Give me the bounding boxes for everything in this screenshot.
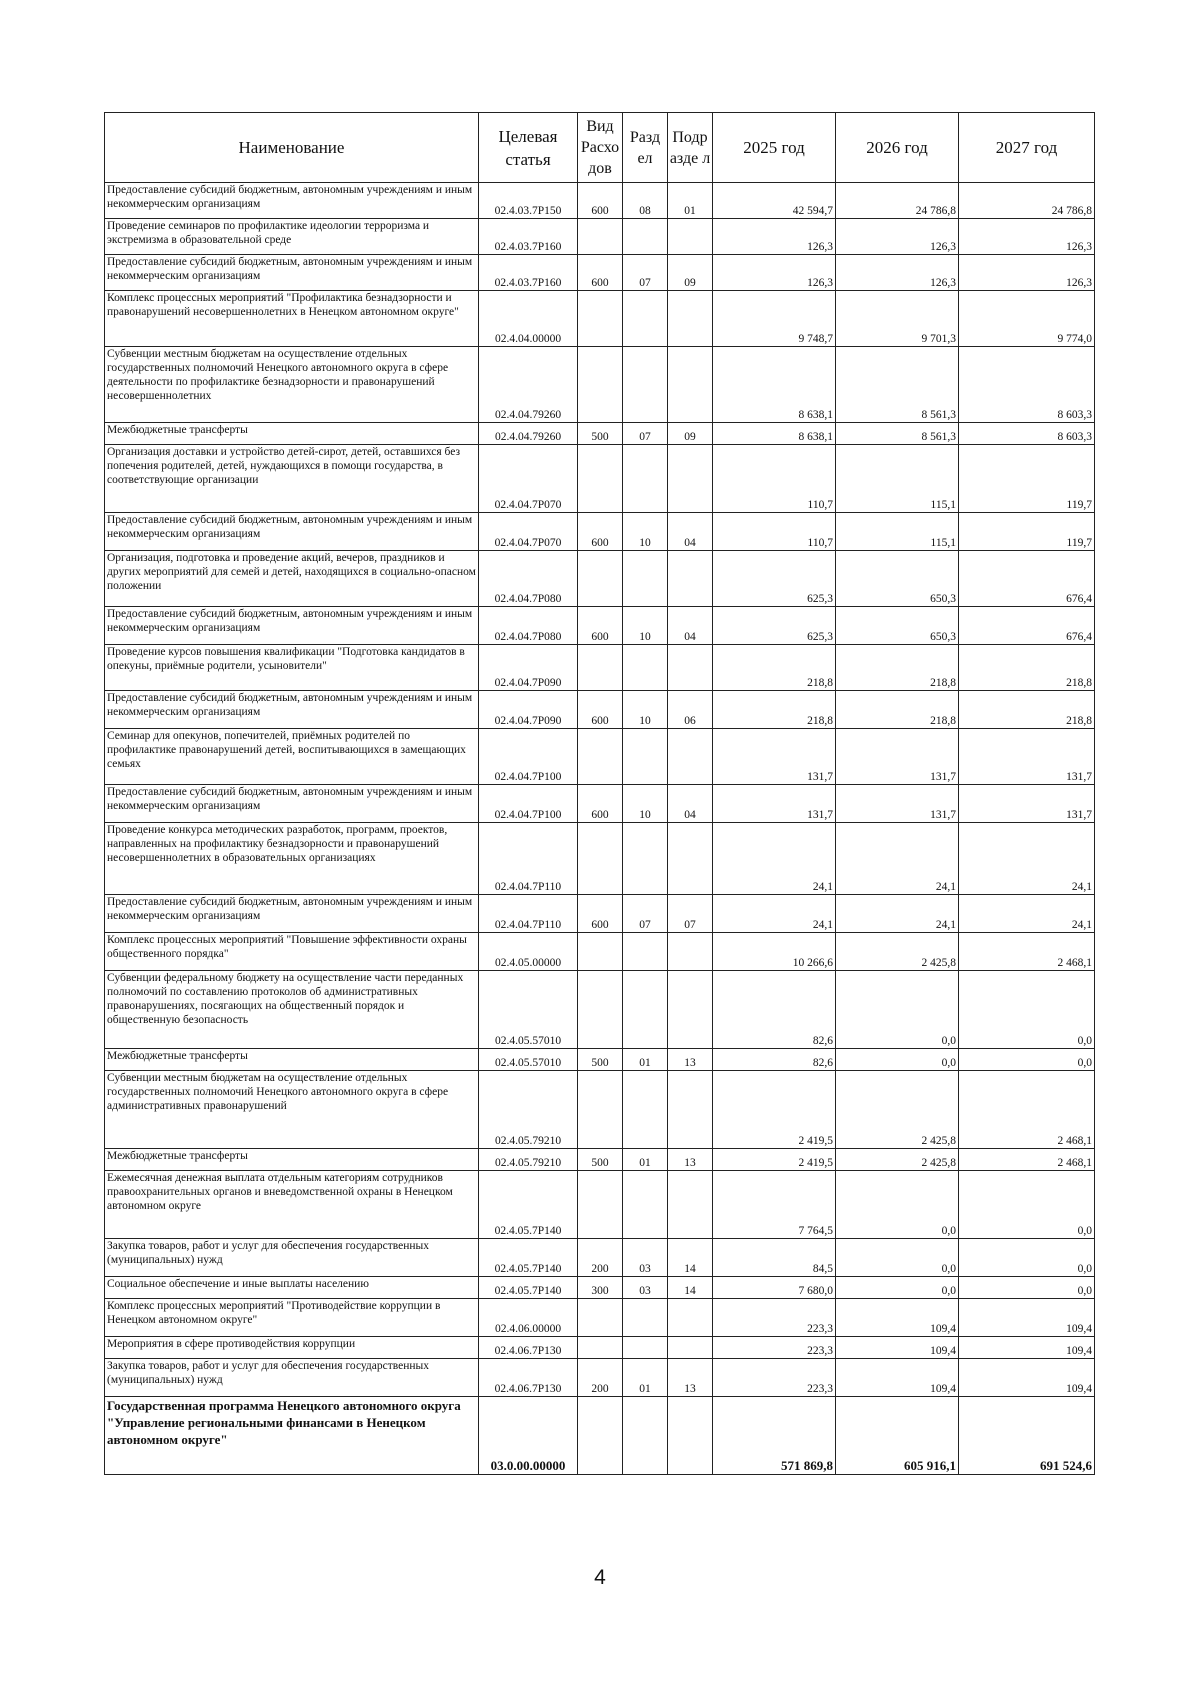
- cell-subsection: [668, 219, 713, 255]
- cell-amount-2025: 131,7: [713, 729, 836, 785]
- cell-amount-2027: 131,7: [959, 785, 1095, 823]
- cell-subsection: [668, 1299, 713, 1337]
- cell-name: Проведение курсов повышения квалификации "Подготовка кандидатов в опекуны, приёмные родители, усыновители": [105, 645, 479, 691]
- cell-amount-2026: 126,3: [836, 219, 959, 255]
- cell-section: [623, 445, 668, 513]
- table-row: [105, 219, 1095, 255]
- table-row: [105, 729, 1095, 785]
- header-year-2027: 2027 год: [959, 113, 1095, 183]
- cell-amount-2025: 625,3: [713, 551, 836, 607]
- cell-expense-kind: [578, 291, 623, 347]
- cell-expense-kind: [578, 1299, 623, 1337]
- cell-amount-2027: 8 603,3: [959, 347, 1095, 423]
- cell-name: Мероприятия в сфере противодействия коррупции: [105, 1337, 479, 1359]
- table-row: [105, 1149, 1095, 1171]
- cell-amount-2025: 42 594,7: [713, 183, 836, 219]
- cell-amount-2027: 0,0: [959, 971, 1095, 1049]
- header-name: Наименование: [105, 113, 479, 183]
- cell-target-article: 03.0.00.00000: [479, 1397, 578, 1475]
- cell-amount-2026: 9 701,3: [836, 291, 959, 347]
- cell-expense-kind: 500: [578, 1149, 623, 1171]
- cell-expense-kind: [578, 971, 623, 1049]
- cell-amount-2027: 2 468,1: [959, 933, 1095, 971]
- cell-amount-2027: 218,8: [959, 691, 1095, 729]
- table-row: [105, 255, 1095, 291]
- cell-section: 01: [623, 1149, 668, 1171]
- cell-amount-2026: 109,4: [836, 1337, 959, 1359]
- cell-amount-2025: 126,3: [713, 219, 836, 255]
- cell-amount-2027: 0,0: [959, 1049, 1095, 1071]
- budget-table: [104, 112, 1095, 1475]
- cell-expense-kind: 200: [578, 1239, 623, 1277]
- cell-section: 08: [623, 183, 668, 219]
- cell-amount-2027: 24,1: [959, 823, 1095, 895]
- cell-expense-kind: 600: [578, 785, 623, 823]
- cell-name: Субвенции местным бюджетам на осуществление отдельных государственных полномочий Ненецкого автономного округа в сфере административных правонарушений: [105, 1071, 479, 1149]
- cell-amount-2025: 110,7: [713, 513, 836, 551]
- table-row: [105, 933, 1095, 971]
- cell-target-article: 02.4.05.7P140: [479, 1171, 578, 1239]
- cell-target-article: 02.4.04.7P100: [479, 785, 578, 823]
- cell-subsection: 13: [668, 1049, 713, 1071]
- cell-amount-2027: 119,7: [959, 445, 1095, 513]
- cell-amount-2026: 24,1: [836, 895, 959, 933]
- cell-name: Комплекс процессных мероприятий "Повышение эффективности охраны общественного порядка": [105, 933, 479, 971]
- cell-expense-kind: [578, 729, 623, 785]
- cell-section: [623, 551, 668, 607]
- cell-subsection: [668, 1071, 713, 1149]
- cell-target-article: 02.4.04.79260: [479, 423, 578, 445]
- cell-target-article: 02.4.05.57010: [479, 1049, 578, 1071]
- cell-name: Субвенции федеральному бюджету на осуществление части переданных полномочий по составлению протоколов об административных правонарушениях, посягающих на общественный порядок и общественную безопасность: [105, 971, 479, 1049]
- cell-section: 10: [623, 513, 668, 551]
- cell-expense-kind: 600: [578, 895, 623, 933]
- cell-amount-2026: 0,0: [836, 1277, 959, 1299]
- cell-amount-2026: 0,0: [836, 1171, 959, 1239]
- cell-subsection: [668, 445, 713, 513]
- table-row: [105, 1359, 1095, 1397]
- table-row: [105, 1071, 1095, 1149]
- cell-amount-2027: 9 774,0: [959, 291, 1095, 347]
- cell-target-article: 02.4.05.79210: [479, 1149, 578, 1171]
- header-section: Разд ел: [623, 113, 668, 183]
- cell-amount-2027: 109,4: [959, 1337, 1095, 1359]
- cell-subsection: 04: [668, 513, 713, 551]
- table-row: [105, 785, 1095, 823]
- cell-amount-2027: 218,8: [959, 645, 1095, 691]
- cell-expense-kind: [578, 219, 623, 255]
- cell-subsection: [668, 1397, 713, 1475]
- table-row: [105, 423, 1095, 445]
- cell-amount-2026: 131,7: [836, 729, 959, 785]
- cell-amount-2025: 82,6: [713, 971, 836, 1049]
- cell-expense-kind: 600: [578, 183, 623, 219]
- cell-amount-2027: 119,7: [959, 513, 1095, 551]
- cell-amount-2025: 10 266,6: [713, 933, 836, 971]
- cell-target-article: 02.4.05.57010: [479, 971, 578, 1049]
- cell-target-article: 02.4.04.7P100: [479, 729, 578, 785]
- cell-amount-2026: 218,8: [836, 691, 959, 729]
- cell-subsection: 13: [668, 1149, 713, 1171]
- cell-amount-2025: 218,8: [713, 645, 836, 691]
- cell-name: Межбюджетные трансферты: [105, 1049, 479, 1071]
- cell-target-article: 02.4.04.00000: [479, 291, 578, 347]
- cell-name: Комплекс процессных мероприятий "Профилактика безнадзорности и правонарушений несовершеннолетних в Ненецком автономном округе": [105, 291, 479, 347]
- cell-name: Предоставление субсидий бюджетным, автономным учреждениям и иным некоммерческим организациям: [105, 691, 479, 729]
- cell-name: Социальное обеспечение и иные выплаты населению: [105, 1277, 479, 1299]
- cell-amount-2025: 24,1: [713, 895, 836, 933]
- cell-section: 03: [623, 1277, 668, 1299]
- cell-target-article: 02.4.03.7P150: [479, 183, 578, 219]
- cell-target-article: 02.4.05.79210: [479, 1071, 578, 1149]
- cell-section: 01: [623, 1049, 668, 1071]
- cell-subsection: 14: [668, 1277, 713, 1299]
- cell-subsection: 04: [668, 785, 713, 823]
- cell-name: Предоставление субсидий бюджетным, автономным учреждениям и иным некоммерческим организациям: [105, 513, 479, 551]
- cell-amount-2026: 2 425,8: [836, 1071, 959, 1149]
- cell-amount-2026: 0,0: [836, 1239, 959, 1277]
- cell-name: Предоставление субсидий бюджетным, автономным учреждениям и иным некоммерческим организациям: [105, 607, 479, 645]
- cell-name: Предоставление субсидий бюджетным, автономным учреждениям и иным некоммерческим организациям: [105, 895, 479, 933]
- cell-expense-kind: 500: [578, 423, 623, 445]
- cell-amount-2027: 2 468,1: [959, 1149, 1095, 1171]
- cell-target-article: 02.4.03.7P160: [479, 219, 578, 255]
- cell-amount-2026: 24 786,8: [836, 183, 959, 219]
- table-row: [105, 645, 1095, 691]
- cell-section: 07: [623, 895, 668, 933]
- cell-target-article: 02.4.04.7P080: [479, 551, 578, 607]
- cell-expense-kind: [578, 1337, 623, 1359]
- cell-amount-2025: 2 419,5: [713, 1149, 836, 1171]
- cell-section: [623, 823, 668, 895]
- header-year-2025: 2025 год: [713, 113, 836, 183]
- cell-target-article: 02.4.05.7P140: [479, 1239, 578, 1277]
- cell-section: [623, 219, 668, 255]
- cell-amount-2026: 115,1: [836, 445, 959, 513]
- cell-target-article: 02.4.04.7P090: [479, 645, 578, 691]
- cell-amount-2025: 131,7: [713, 785, 836, 823]
- cell-name: Проведение семинаров по профилактике идеологии терроризма и экстремизма в образовательной среде: [105, 219, 479, 255]
- cell-name: Ежемесячная денежная выплата отдельным категориям сотрудников правоохранительных органов и вневедомственной охраны в Ненецком автономном округе: [105, 1171, 479, 1239]
- cell-amount-2025: 223,3: [713, 1299, 836, 1337]
- cell-amount-2025: 84,5: [713, 1239, 836, 1277]
- table-row: [105, 1397, 1095, 1475]
- cell-target-article: 02.4.04.7P070: [479, 513, 578, 551]
- cell-section: [623, 1397, 668, 1475]
- cell-amount-2025: 110,7: [713, 445, 836, 513]
- header-expense-kind: Вид Расхо дов: [578, 113, 623, 183]
- cell-name: Предоставление субсидий бюджетным, автономным учреждениям и иным некоммерческим организациям: [105, 785, 479, 823]
- cell-expense-kind: [578, 445, 623, 513]
- table-body: [105, 183, 1095, 1475]
- cell-name: Предоставление субсидий бюджетным, автономным учреждениям и иным некоммерческим организациям: [105, 255, 479, 291]
- cell-amount-2026: 109,4: [836, 1359, 959, 1397]
- cell-subsection: [668, 291, 713, 347]
- cell-amount-2026: 218,8: [836, 645, 959, 691]
- cell-amount-2025: 7 680,0: [713, 1277, 836, 1299]
- cell-section: [623, 1171, 668, 1239]
- cell-subsection: 04: [668, 607, 713, 645]
- cell-amount-2026: 2 425,8: [836, 1149, 959, 1171]
- cell-expense-kind: [578, 933, 623, 971]
- cell-subsection: 07: [668, 895, 713, 933]
- cell-amount-2027: 126,3: [959, 219, 1095, 255]
- cell-subsection: [668, 971, 713, 1049]
- cell-target-article: 02.4.06.7P130: [479, 1337, 578, 1359]
- table-row: [105, 291, 1095, 347]
- cell-section: [623, 291, 668, 347]
- cell-amount-2027: 0,0: [959, 1239, 1095, 1277]
- table-row: [105, 1049, 1095, 1071]
- cell-expense-kind: 600: [578, 607, 623, 645]
- cell-expense-kind: 600: [578, 513, 623, 551]
- cell-amount-2026: 109,4: [836, 1299, 959, 1337]
- cell-amount-2026: 131,7: [836, 785, 959, 823]
- cell-section: [623, 347, 668, 423]
- cell-amount-2027: 24,1: [959, 895, 1095, 933]
- cell-name: Межбюджетные трансферты: [105, 1149, 479, 1171]
- table-row: [105, 347, 1095, 423]
- cell-subsection: [668, 933, 713, 971]
- cell-section: [623, 971, 668, 1049]
- cell-amount-2027: 24 786,8: [959, 183, 1095, 219]
- cell-section: [623, 645, 668, 691]
- cell-expense-kind: [578, 347, 623, 423]
- cell-subsection: 09: [668, 255, 713, 291]
- table-row: [105, 823, 1095, 895]
- cell-name: Организация, подготовка и проведение акций, вечеров, праздников и других мероприятий для семей и детей, находящихся в социально-опасном положении: [105, 551, 479, 607]
- cell-amount-2025: 126,3: [713, 255, 836, 291]
- cell-amount-2025: 223,3: [713, 1359, 836, 1397]
- header-target-article: Целевая статья: [479, 113, 578, 183]
- table-row: [105, 1171, 1095, 1239]
- cell-amount-2026: 8 561,3: [836, 347, 959, 423]
- cell-expense-kind: 600: [578, 255, 623, 291]
- cell-amount-2026: 24,1: [836, 823, 959, 895]
- table-row: [105, 1239, 1095, 1277]
- cell-amount-2027: 8 603,3: [959, 423, 1095, 445]
- cell-amount-2026: 115,1: [836, 513, 959, 551]
- cell-name: Семинар для опекунов, попечителей, приёмных родителей по профилактике правонарушений детей, воспитывающихся в замещающих семьях: [105, 729, 479, 785]
- cell-amount-2026: 650,3: [836, 607, 959, 645]
- cell-expense-kind: [578, 551, 623, 607]
- table-row: [105, 445, 1095, 513]
- cell-expense-kind: [578, 1171, 623, 1239]
- cell-expense-kind: 500: [578, 1049, 623, 1071]
- cell-subsection: [668, 729, 713, 785]
- cell-section: 10: [623, 607, 668, 645]
- cell-amount-2025: 24,1: [713, 823, 836, 895]
- cell-amount-2026: 0,0: [836, 1049, 959, 1071]
- cell-amount-2025: 625,3: [713, 607, 836, 645]
- table-header-row: [105, 113, 1095, 183]
- table-row: [105, 895, 1095, 933]
- cell-expense-kind: [578, 1071, 623, 1149]
- cell-section: 07: [623, 255, 668, 291]
- cell-amount-2027: 2 468,1: [959, 1071, 1095, 1149]
- cell-amount-2026: 650,3: [836, 551, 959, 607]
- header-subsection: Подр азде л: [668, 113, 713, 183]
- cell-section: [623, 1071, 668, 1149]
- cell-amount-2027: 109,4: [959, 1299, 1095, 1337]
- cell-amount-2025: 82,6: [713, 1049, 836, 1071]
- cell-target-article: 02.4.04.7P070: [479, 445, 578, 513]
- cell-section: [623, 729, 668, 785]
- cell-amount-2026: 8 561,3: [836, 423, 959, 445]
- cell-section: [623, 933, 668, 971]
- cell-name: Предоставление субсидий бюджетным, автономным учреждениям и иным некоммерческим организациям: [105, 183, 479, 219]
- cell-name: Организация доставки и устройство детей-сирот, детей, оставшихся без попечения родителей, детей, нуждающихся в помощи государства, в соответствующие организации: [105, 445, 479, 513]
- table-row: [105, 971, 1095, 1049]
- cell-amount-2025: 7 764,5: [713, 1171, 836, 1239]
- cell-subsection: [668, 823, 713, 895]
- cell-amount-2027: 126,3: [959, 255, 1095, 291]
- header-year-2026: 2026 год: [836, 113, 959, 183]
- cell-name: Государственная программа Ненецкого автономного округа "Управление региональными финансами в Ненецком автономном округе": [105, 1397, 479, 1475]
- cell-section: 10: [623, 691, 668, 729]
- cell-name: Межбюджетные трансферты: [105, 423, 479, 445]
- cell-name: Субвенции местным бюджетам на осуществление отдельных государственных полномочий Ненецкого автономного округа в сфере деятельности по профилактике безнадзорности и правонарушений несовершеннолетних: [105, 347, 479, 423]
- table-row: [105, 513, 1095, 551]
- cell-amount-2025: 223,3: [713, 1337, 836, 1359]
- cell-amount-2027: 109,4: [959, 1359, 1095, 1397]
- cell-subsection: 09: [668, 423, 713, 445]
- table-row: [105, 551, 1095, 607]
- cell-target-article: 02.4.03.7P160: [479, 255, 578, 291]
- cell-section: [623, 1337, 668, 1359]
- cell-target-article: 02.4.04.79260: [479, 347, 578, 423]
- cell-section: 07: [623, 423, 668, 445]
- cell-subsection: [668, 1171, 713, 1239]
- cell-amount-2025: 218,8: [713, 691, 836, 729]
- cell-target-article: 02.4.04.7P080: [479, 607, 578, 645]
- table-row: [105, 607, 1095, 645]
- cell-amount-2027: 0,0: [959, 1277, 1095, 1299]
- cell-amount-2027: 676,4: [959, 551, 1095, 607]
- cell-section: [623, 1299, 668, 1337]
- cell-section: 03: [623, 1239, 668, 1277]
- cell-amount-2025: 8 638,1: [713, 423, 836, 445]
- cell-subsection: [668, 1337, 713, 1359]
- table-row: [105, 1337, 1095, 1359]
- table-row: [105, 1299, 1095, 1337]
- cell-amount-2026: 2 425,8: [836, 933, 959, 971]
- cell-target-article: 02.4.05.00000: [479, 933, 578, 971]
- cell-target-article: 02.4.04.7P110: [479, 823, 578, 895]
- cell-target-article: 02.4.06.00000: [479, 1299, 578, 1337]
- table-row: [105, 1277, 1095, 1299]
- cell-name: Проведение конкурса методических разработок, программ, проектов, направленных на профилактику безнадзорности и правонарушений несовершеннолетних в образовательных организациях: [105, 823, 479, 895]
- cell-amount-2026: 605 916,1: [836, 1397, 959, 1475]
- cell-name: Закупка товаров, работ и услуг для обеспечения государственных (муниципальных) нужд: [105, 1239, 479, 1277]
- cell-target-article: 02.4.04.7P090: [479, 691, 578, 729]
- cell-target-article: 02.4.06.7P130: [479, 1359, 578, 1397]
- budget-table-sheet: [104, 112, 1094, 1475]
- cell-subsection: 14: [668, 1239, 713, 1277]
- cell-subsection: [668, 645, 713, 691]
- cell-expense-kind: [578, 1397, 623, 1475]
- cell-subsection: 01: [668, 183, 713, 219]
- cell-amount-2027: 676,4: [959, 607, 1095, 645]
- table-row: [105, 691, 1095, 729]
- cell-name: Комплекс процессных мероприятий "Противодействие коррупции в Ненецком автономном округе": [105, 1299, 479, 1337]
- cell-section: 10: [623, 785, 668, 823]
- cell-amount-2025: 2 419,5: [713, 1071, 836, 1149]
- page-number: 4: [594, 1566, 606, 1589]
- cell-subsection: [668, 551, 713, 607]
- cell-expense-kind: [578, 823, 623, 895]
- cell-section: 01: [623, 1359, 668, 1397]
- cell-subsection: 06: [668, 691, 713, 729]
- cell-amount-2027: 691 524,6: [959, 1397, 1095, 1475]
- cell-amount-2027: 0,0: [959, 1171, 1095, 1239]
- cell-expense-kind: 300: [578, 1277, 623, 1299]
- cell-expense-kind: [578, 645, 623, 691]
- cell-subsection: 13: [668, 1359, 713, 1397]
- cell-name: Закупка товаров, работ и услуг для обеспечения государственных (муниципальных) нужд: [105, 1359, 479, 1397]
- cell-target-article: 02.4.04.7P110: [479, 895, 578, 933]
- cell-target-article: 02.4.05.7P140: [479, 1277, 578, 1299]
- cell-expense-kind: 600: [578, 691, 623, 729]
- cell-amount-2025: 9 748,7: [713, 291, 836, 347]
- cell-expense-kind: 200: [578, 1359, 623, 1397]
- cell-amount-2026: 0,0: [836, 971, 959, 1049]
- cell-amount-2026: 126,3: [836, 255, 959, 291]
- cell-amount-2027: 131,7: [959, 729, 1095, 785]
- table-row: [105, 183, 1095, 219]
- cell-amount-2025: 8 638,1: [713, 347, 836, 423]
- cell-amount-2025: 571 869,8: [713, 1397, 836, 1475]
- cell-subsection: [668, 347, 713, 423]
